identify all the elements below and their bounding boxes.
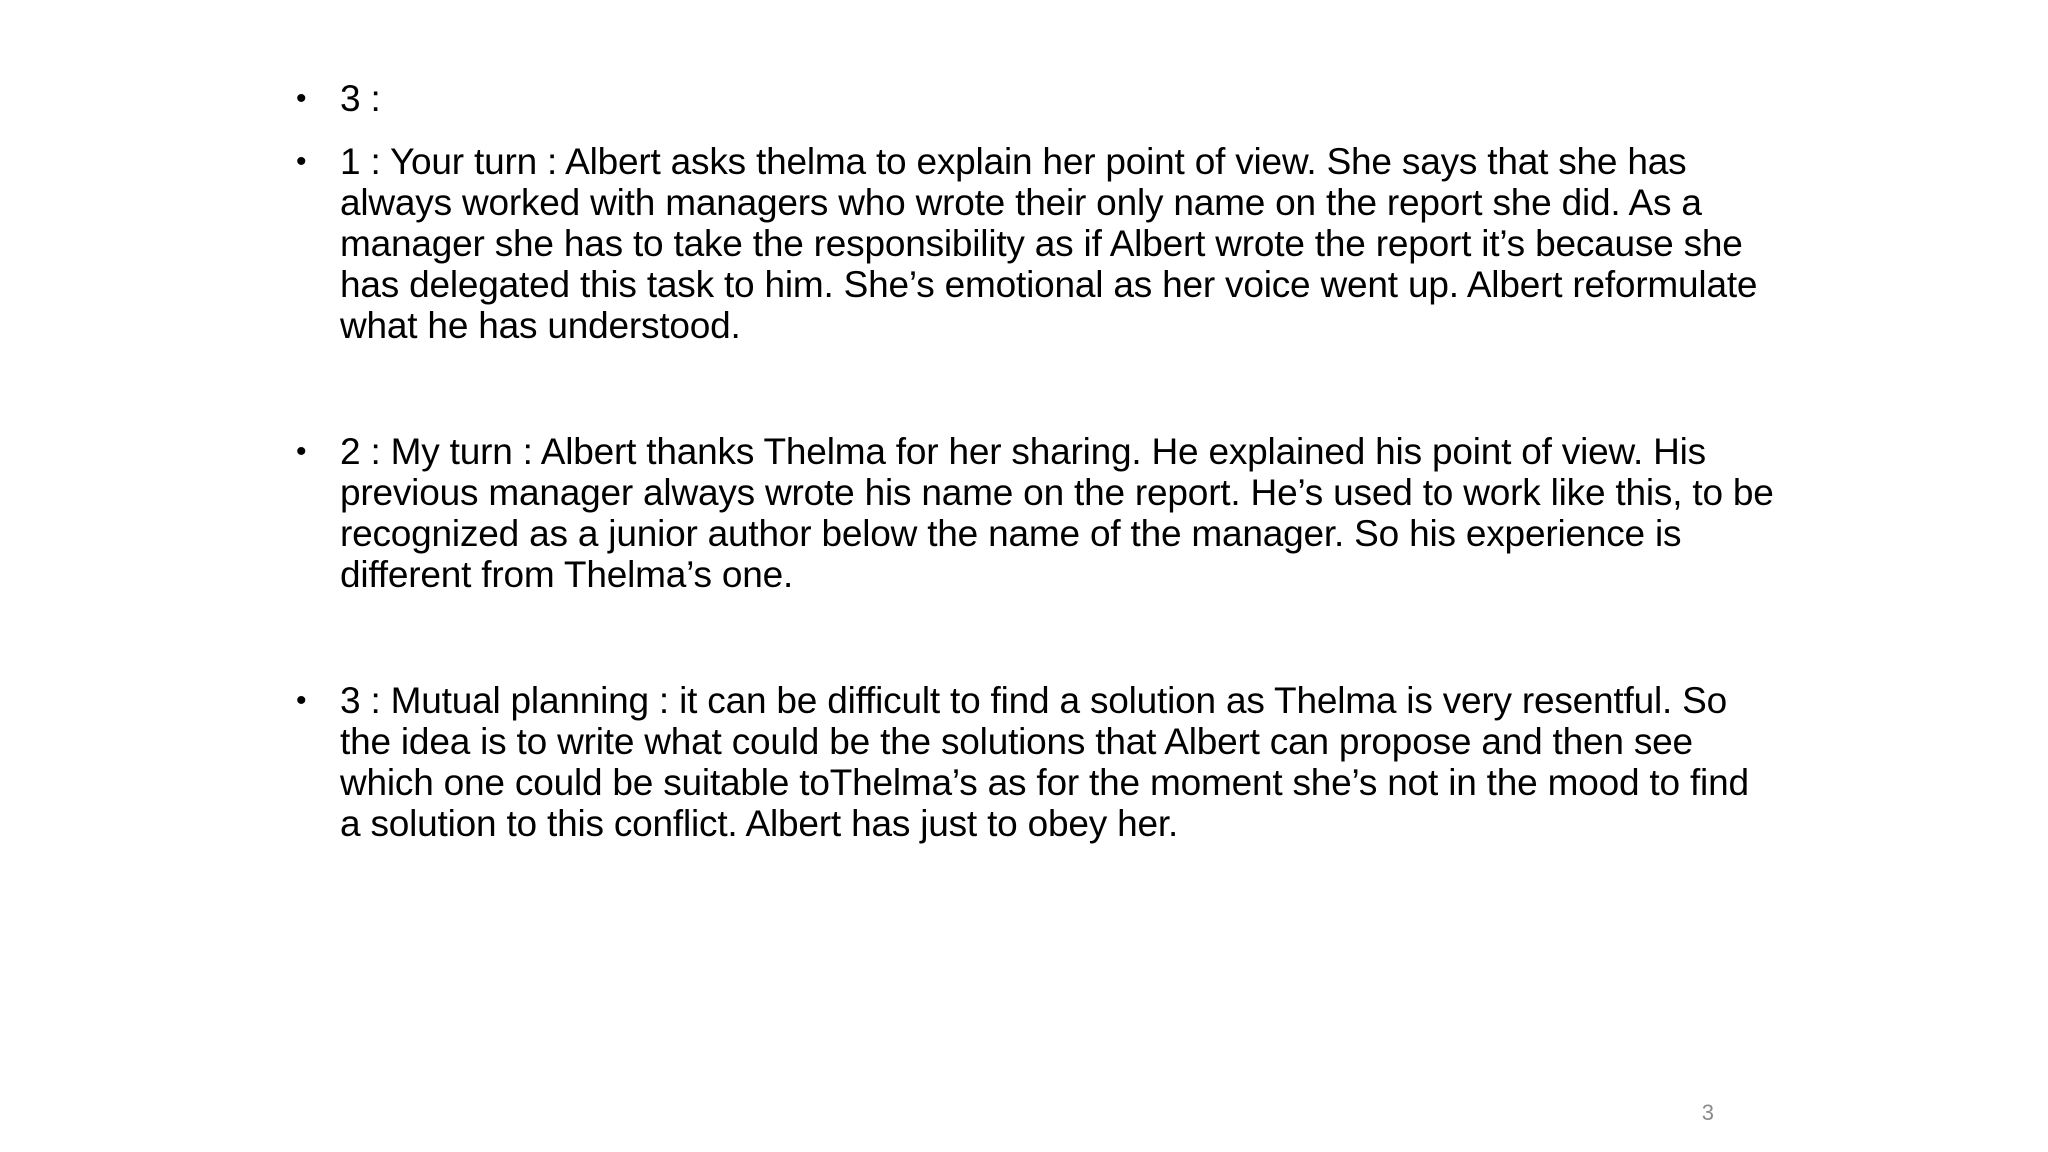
bullet-item (296, 680, 1776, 844)
bullet-item (296, 431, 1776, 595)
bullet-text: 2 : My turn : Albert thanks Thelma for her sharing. He explained his point of view. His previous manager always wrote his name on the report. He’s used to work like this, to be recognized as a junior author below the name of the manager. So his experience is different from Thelma’s one. (340, 431, 1774, 595)
bullet-text: 3 : Mutual planning : it can be difficult to find a solution as Thelma is very resentful. So the idea is to write what could be the solutions that Albert can propose and then see which one could be suitable toThelma’s as for the moment she’s not in the mood to find a solution to this conflict. Albert has just to obey her. (340, 680, 1749, 844)
bullet-dot-icon: • (296, 82, 307, 115)
bullet-list (296, 78, 1776, 844)
bullet-item (296, 141, 1776, 346)
bullet-dot-icon: • (296, 145, 307, 178)
bullet-text: 1 : Your turn : Albert asks thelma to explain her point of view. She says that she has always worked with managers who wrote their only name on the report she did. As a manager she has to take the responsibility as if Albert wrote the report it’s because she has delegated this task to him. She’s emotional as her voice went up. Albert reformulate what he has understood. (340, 141, 1758, 346)
bullet-text: 3 : (340, 78, 381, 119)
bullet-dot-icon: • (296, 435, 307, 468)
page-number: 3 (1701, 1100, 1714, 1125)
bullet-item (296, 78, 1776, 119)
bullet-dot-icon: • (296, 684, 307, 717)
